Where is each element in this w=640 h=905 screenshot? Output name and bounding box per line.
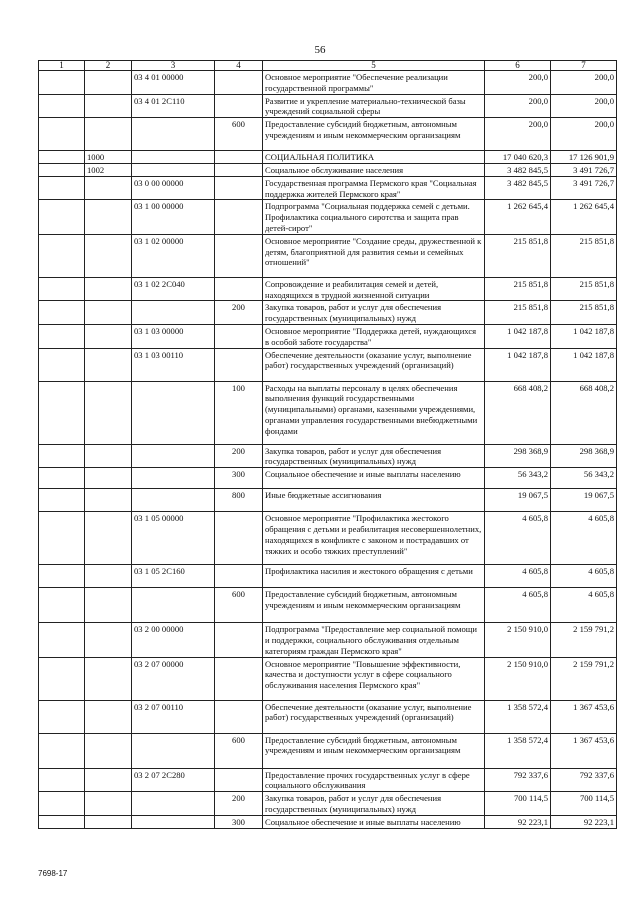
table-cell-c1 [39, 815, 85, 828]
table-cell-c7: 19 067,5 [551, 489, 617, 512]
table-row [39, 588, 617, 623]
table-cell-c2 [85, 512, 132, 565]
table-cell-c4 [215, 176, 263, 200]
table-cell-c1 [39, 151, 85, 164]
table-cell-c3 [132, 301, 215, 325]
table-cell-c6: 215 851,8 [485, 234, 551, 277]
table-cell-c1 [39, 768, 85, 792]
table-cell-c6: 298 368,9 [485, 444, 551, 468]
table-row [39, 176, 617, 200]
table-row [39, 489, 617, 512]
page-number: 56 [314, 44, 326, 56]
table-cell-c3: 03 1 05 2C160 [132, 565, 215, 588]
table-cell-c4 [215, 94, 263, 118]
table-cell-c5: Сопровождение и реабилитация семей и детей, находящихся в трудной жизненной ситуации [263, 277, 485, 301]
table-cell-c5: Развитие и укрепление материально-технической базы учреждений социальной сферы [263, 94, 485, 118]
table-row [39, 234, 617, 277]
table-cell-c7: 92 223,1 [551, 815, 617, 828]
table-cell-c4: 200 [215, 301, 263, 325]
table-row [39, 277, 617, 301]
table-row [39, 700, 617, 733]
table-cell-c5: Основное мероприятие "Создание среды, дружественной к детям, благоприятной для развития семьи и семейных отношений" [263, 234, 485, 277]
table-cell-c1 [39, 588, 85, 623]
table-cell-c7: 1 042 187,8 [551, 348, 617, 381]
table-cell-c7: 668 408,2 [551, 381, 617, 444]
table-cell-c4 [215, 71, 263, 95]
table-cell-c7: 215 851,8 [551, 234, 617, 277]
table-cell-c2 [85, 657, 132, 700]
table-row [39, 565, 617, 588]
table-cell-c1 [39, 324, 85, 348]
table-cell-c6: 17 040 620,3 [485, 151, 551, 164]
table-cell-c3 [132, 163, 215, 176]
table-cell-c1 [39, 468, 85, 489]
table-cell-c3 [132, 118, 215, 151]
table-cell-c5: Обеспечение деятельности (оказание услуг, выполнение работ) государственных учреждений (организаций) [263, 348, 485, 381]
table-cell-c5: Закупка товаров, работ и услуг для обеспечения государственных (муниципальных) нужд [263, 792, 485, 816]
table-cell-c6: 200,0 [485, 118, 551, 151]
table-cell-c5: Социальное обеспечение и иные выплаты населению [263, 468, 485, 489]
table-cell-c3 [132, 733, 215, 768]
table-cell-c4 [215, 277, 263, 301]
table-cell-c1 [39, 489, 85, 512]
table-cell-c7: 200,0 [551, 71, 617, 95]
table-cell-c1 [39, 444, 85, 468]
table-cell-c4: 600 [215, 118, 263, 151]
table-cell-c4 [215, 512, 263, 565]
table-cell-c5: Подпрограмма "Социальная поддержка семей с детьми. Профилактика социального сиротства и защита прав детей-сирот" [263, 200, 485, 234]
table-row [39, 151, 617, 164]
table-cell-c3: 03 1 02 2C040 [132, 277, 215, 301]
table-cell-c4 [215, 200, 263, 234]
table-cell-c3 [132, 792, 215, 816]
table-cell-c6: 700 114,5 [485, 792, 551, 816]
table-row [39, 512, 617, 565]
table-cell-c1 [39, 700, 85, 733]
table-row [39, 815, 617, 828]
table-cell-c7: 1 262 645,4 [551, 200, 617, 234]
table-row [39, 348, 617, 381]
table-row [39, 200, 617, 234]
table-cell-c4: 300 [215, 468, 263, 489]
table-cell-c7: 1 367 453,6 [551, 733, 617, 768]
table-cell-c2 [85, 468, 132, 489]
table-cell-c1 [39, 623, 85, 657]
table-cell-c2 [85, 700, 132, 733]
table-row [39, 324, 617, 348]
table-cell-c6: 215 851,8 [485, 301, 551, 325]
header-cell-7: 7 [551, 61, 617, 71]
table-cell-c2 [85, 94, 132, 118]
table-cell-c2 [85, 815, 132, 828]
table-cell-c5: Социальное обслуживание населения [263, 163, 485, 176]
table-cell-c1 [39, 234, 85, 277]
table-row [39, 444, 617, 468]
table-cell-c4: 200 [215, 792, 263, 816]
table-cell-c7: 2 159 791,2 [551, 623, 617, 657]
table-cell-c7: 1 367 453,6 [551, 700, 617, 733]
table-cell-c5: Предоставление субсидий бюджетным, автономным учреждениям и иным некоммерческим организациям [263, 118, 485, 151]
table-cell-c7: 200,0 [551, 118, 617, 151]
table-cell-c5: Основное мероприятие "Обеспечение реализации государственной программы" [263, 71, 485, 95]
table-cell-c4 [215, 348, 263, 381]
table-cell-c2: 1002 [85, 163, 132, 176]
table-cell-c3: 03 1 02 00000 [132, 234, 215, 277]
header-cell-2: 2 [85, 61, 132, 71]
table-cell-c2 [85, 324, 132, 348]
table-cell-c6: 1 358 572,4 [485, 700, 551, 733]
table-cell-c4: 600 [215, 733, 263, 768]
header-row [39, 61, 617, 71]
table-cell-c6: 19 067,5 [485, 489, 551, 512]
table-cell-c7: 200,0 [551, 94, 617, 118]
table-cell-c6: 4 605,8 [485, 588, 551, 623]
table-cell-c3: 03 2 07 2C280 [132, 768, 215, 792]
table-cell-c4: 300 [215, 815, 263, 828]
table-cell-c5: Закупка товаров, работ и услуг для обеспечения государственных (муниципальных) нужд [263, 301, 485, 325]
header-cell-1: 1 [39, 61, 85, 71]
table-cell-c6: 200,0 [485, 94, 551, 118]
table-cell-c7: 56 343,2 [551, 468, 617, 489]
table-cell-c3 [132, 151, 215, 164]
table-cell-c6: 200,0 [485, 71, 551, 95]
table-cell-c6: 2 150 910,0 [485, 657, 551, 700]
table-cell-c2 [85, 768, 132, 792]
table-cell-c5: Подпрограмма "Предоставление мер социальной помощи и поддержки, социального обслуживания отдельным категориям граждан Пермского края" [263, 623, 485, 657]
table-cell-c2 [85, 200, 132, 234]
table-cell-c1 [39, 94, 85, 118]
table-cell-c6: 668 408,2 [485, 381, 551, 444]
table-cell-c7: 700 114,5 [551, 792, 617, 816]
table-cell-c1 [39, 200, 85, 234]
table-cell-c4 [215, 324, 263, 348]
table-cell-c3: 03 2 07 00110 [132, 700, 215, 733]
table-cell-c3: 03 2 07 00000 [132, 657, 215, 700]
table-cell-c4 [215, 768, 263, 792]
table-cell-c6: 56 343,2 [485, 468, 551, 489]
table-cell-c6: 92 223,1 [485, 815, 551, 828]
table-cell-c4 [215, 623, 263, 657]
table-body [39, 71, 617, 829]
header-cell-3: 3 [132, 61, 215, 71]
table-cell-c1 [39, 301, 85, 325]
table-cell-c4 [215, 657, 263, 700]
table-cell-c5: Закупка товаров, работ и услуг для обеспечения государственных (муниципальных) нужд [263, 444, 485, 468]
table-cell-c4 [215, 234, 263, 277]
table-cell-c7: 4 605,8 [551, 512, 617, 565]
table-row [39, 381, 617, 444]
table-cell-c4: 100 [215, 381, 263, 444]
table-cell-c5: Социальное обеспечение и иные выплаты населению [263, 815, 485, 828]
table-cell-c5: Основное мероприятие "Профилактика жестокого обращения с детьми и реабилитация несовершеннолетних, находящихся в конфликте с законом и пострадавших от тяжких и особо тяжких преступлений" [263, 512, 485, 565]
table-cell-c1 [39, 176, 85, 200]
table-cell-c5: Основное мероприятие "Повышение эффективности, качества и доступности услуг в сфере социального обслуживания населения Пермского края" [263, 657, 485, 700]
table-cell-c3 [132, 381, 215, 444]
table-row [39, 792, 617, 816]
table-row [39, 301, 617, 325]
table-cell-c2 [85, 733, 132, 768]
table-cell-c2 [85, 348, 132, 381]
table-row [39, 657, 617, 700]
table-cell-c3: 03 0 00 00000 [132, 176, 215, 200]
table-cell-c1 [39, 512, 85, 565]
table-cell-c2 [85, 234, 132, 277]
table-cell-c2 [85, 381, 132, 444]
table-row [39, 733, 617, 768]
table-cell-c4: 200 [215, 444, 263, 468]
table-cell-c3 [132, 588, 215, 623]
table-cell-c4 [215, 700, 263, 733]
table-cell-c5: Иные бюджетные ассигнования [263, 489, 485, 512]
table-cell-c7: 4 605,8 [551, 565, 617, 588]
table-cell-c7: 17 126 901,9 [551, 151, 617, 164]
table-row [39, 468, 617, 489]
header-cell-5: 5 [263, 61, 485, 71]
table-cell-c2 [85, 792, 132, 816]
header-cell-6: 6 [485, 61, 551, 71]
header-cell-4: 4 [215, 61, 263, 71]
table-cell-c6: 1 262 645,4 [485, 200, 551, 234]
table-cell-c3: 03 1 05 00000 [132, 512, 215, 565]
table-cell-c3 [132, 815, 215, 828]
table-cell-c5: Государственная программа Пермского края "Социальная поддержка жителей Пермского края" [263, 176, 485, 200]
table-cell-c3: 03 4 01 00000 [132, 71, 215, 95]
table-cell-c1 [39, 348, 85, 381]
table-cell-c2 [85, 565, 132, 588]
table-cell-c3 [132, 444, 215, 468]
table-row [39, 94, 617, 118]
table-cell-c6: 1 042 187,8 [485, 348, 551, 381]
table-cell-c5: Расходы на выплаты персоналу в целях обеспечения выполнения функций государственными (муниципальными) органами, казенными учреждениями, органами управления государственными внебюджетными фондами [263, 381, 485, 444]
table-cell-c2 [85, 588, 132, 623]
table-cell-c4 [215, 163, 263, 176]
table-row [39, 118, 617, 151]
table-cell-c4 [215, 151, 263, 164]
table-cell-c1 [39, 163, 85, 176]
table-cell-c5: Обеспечение деятельности (оказание услуг, выполнение работ) государственных учреждений (организаций) [263, 700, 485, 733]
table-row [39, 768, 617, 792]
table-cell-c2 [85, 489, 132, 512]
table-cell-c5: СОЦИАЛЬНАЯ ПОЛИТИКА [263, 151, 485, 164]
budget-table [38, 60, 617, 829]
table-cell-c5: Предоставление субсидий бюджетным, автономным учреждениям и иным некоммерческим организациям [263, 733, 485, 768]
table-cell-c2 [85, 444, 132, 468]
table-row [39, 163, 617, 176]
table-cell-c5: Предоставление субсидий бюджетным, автономным учреждениям и иным некоммерческим организациям [263, 588, 485, 623]
table-row [39, 71, 617, 95]
table-row [39, 623, 617, 657]
table-cell-c7: 3 491 726,7 [551, 163, 617, 176]
table-cell-c2 [85, 176, 132, 200]
table-cell-c1 [39, 565, 85, 588]
table-cell-c1 [39, 277, 85, 301]
table-cell-c4: 600 [215, 588, 263, 623]
table-cell-c3: 03 1 00 00000 [132, 200, 215, 234]
table-cell-c2 [85, 301, 132, 325]
table-cell-c5: Основное мероприятие "Поддержка детей, нуждающихся в особой заботе государства" [263, 324, 485, 348]
table-cell-c4: 800 [215, 489, 263, 512]
table-cell-c2 [85, 118, 132, 151]
footer-code: 7698-17 [38, 869, 68, 878]
table-cell-c3 [132, 468, 215, 489]
table-cell-c7: 792 337,6 [551, 768, 617, 792]
table-cell-c6: 1 358 572,4 [485, 733, 551, 768]
table-cell-c1 [39, 657, 85, 700]
table-cell-c2 [85, 71, 132, 95]
table-cell-c6: 1 042 187,8 [485, 324, 551, 348]
table-cell-c7: 215 851,8 [551, 301, 617, 325]
table-cell-c5: Профилактика насилия и жестокого обращения с детьми [263, 565, 485, 588]
table-cell-c6: 792 337,6 [485, 768, 551, 792]
table-cell-c3: 03 4 01 2C110 [132, 94, 215, 118]
table-cell-c7: 298 368,9 [551, 444, 617, 468]
table-cell-c3: 03 1 03 00110 [132, 348, 215, 381]
table-cell-c3: 03 2 00 00000 [132, 623, 215, 657]
table-cell-c6: 4 605,8 [485, 512, 551, 565]
table-cell-c7: 3 491 726,7 [551, 176, 617, 200]
table-header [39, 61, 617, 71]
table-cell-c3 [132, 489, 215, 512]
table-cell-c6: 3 482 845,5 [485, 163, 551, 176]
table-cell-c3: 03 1 03 00000 [132, 324, 215, 348]
table-cell-c1 [39, 381, 85, 444]
table-cell-c1 [39, 71, 85, 95]
table-cell-c6: 215 851,8 [485, 277, 551, 301]
table-cell-c1 [39, 792, 85, 816]
table-cell-c7: 1 042 187,8 [551, 324, 617, 348]
table-cell-c4 [215, 565, 263, 588]
table-cell-c1 [39, 733, 85, 768]
table-cell-c7: 4 605,8 [551, 588, 617, 623]
table-cell-c6: 3 482 845,5 [485, 176, 551, 200]
table-cell-c2 [85, 277, 132, 301]
table-cell-c1 [39, 118, 85, 151]
table-cell-c2 [85, 623, 132, 657]
table-cell-c2: 1000 [85, 151, 132, 164]
table-cell-c7: 215 851,8 [551, 277, 617, 301]
table-cell-c6: 4 605,8 [485, 565, 551, 588]
table-cell-c5: Предоставление прочих государственных услуг в сфере социального обслуживания [263, 768, 485, 792]
table-cell-c7: 2 159 791,2 [551, 657, 617, 700]
table-cell-c6: 2 150 910,0 [485, 623, 551, 657]
